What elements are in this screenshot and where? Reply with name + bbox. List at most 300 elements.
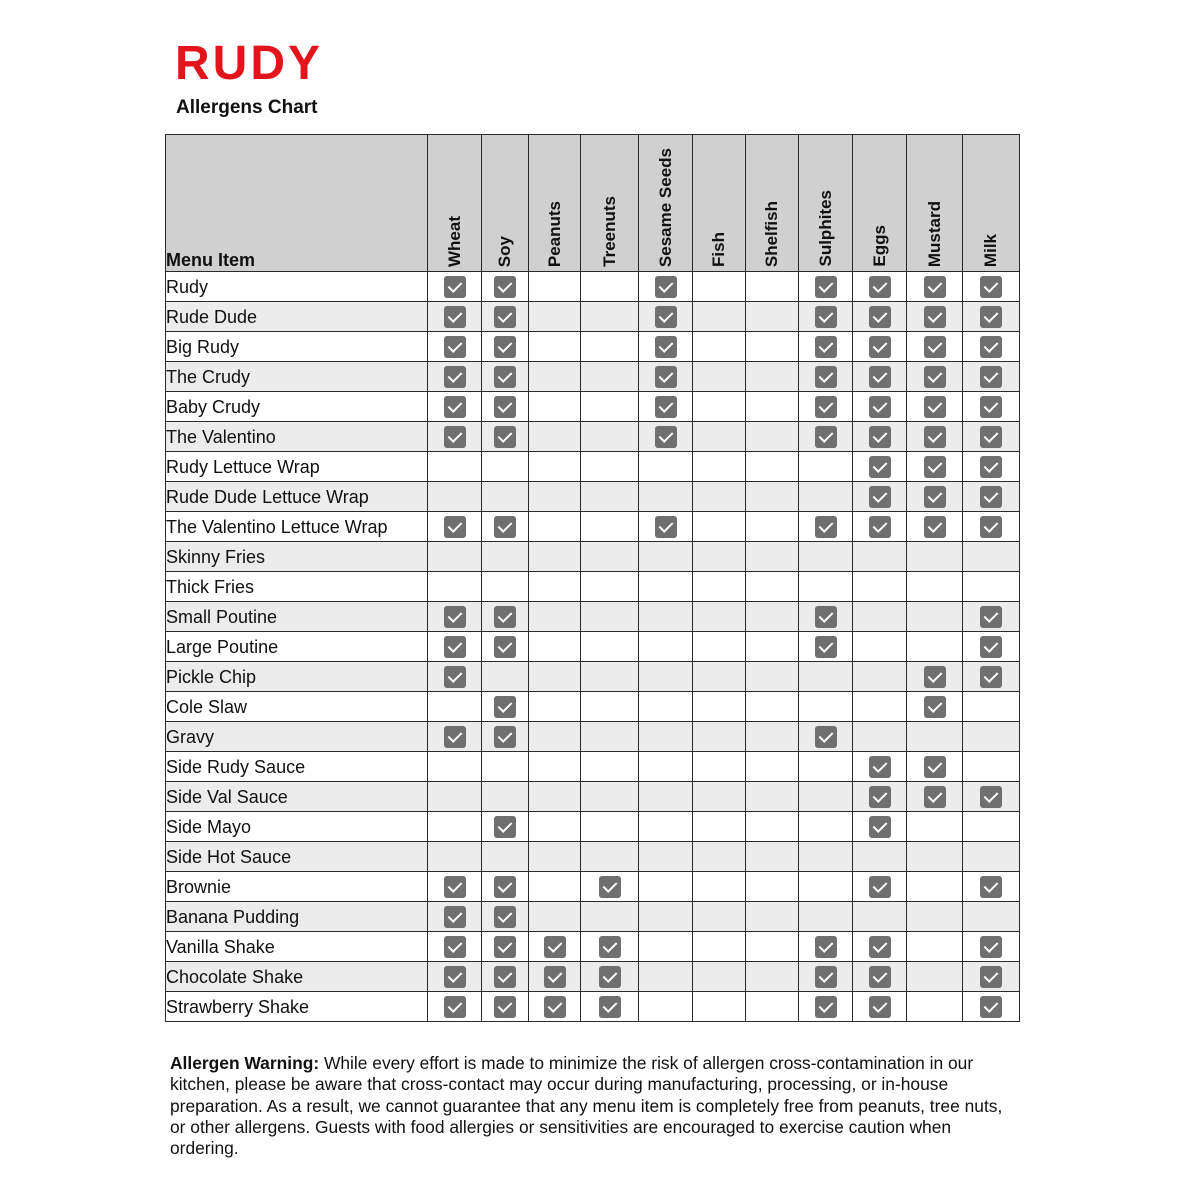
allergen-cell: [853, 812, 907, 842]
allergen-cell: [693, 902, 746, 932]
allergen-cell: [746, 362, 799, 392]
allergen-cell: [482, 752, 529, 782]
allergen-cell: [799, 422, 853, 452]
allergen-cell: [963, 452, 1020, 482]
allergen-cell: [799, 932, 853, 962]
checkbox-checked-icon: [924, 786, 946, 808]
allergen-cell: [693, 692, 746, 722]
checkbox-checked-icon: [924, 756, 946, 778]
allergen-cell: [529, 392, 581, 422]
allergen-cell: [853, 902, 907, 932]
allergen-cell: [963, 302, 1020, 332]
allergen-cell: [853, 962, 907, 992]
allergen-cell: [853, 482, 907, 512]
checkbox-checked-icon: [980, 366, 1002, 388]
allergen-cell: [799, 692, 853, 722]
allergen-cell: [482, 932, 529, 962]
checkbox-checked-icon: [980, 426, 1002, 448]
table-row: [166, 332, 1020, 362]
allergen-cell: [907, 992, 963, 1022]
allergen-cell: [799, 962, 853, 992]
allergen-cell: [693, 332, 746, 362]
allergen-cell: [581, 992, 639, 1022]
table-row: [166, 782, 1020, 812]
allergen-cell: [581, 272, 639, 302]
allergen-cell: [428, 932, 482, 962]
allergen-cell: [428, 842, 482, 872]
allergen-cell: [529, 812, 581, 842]
allergen-cell: [799, 332, 853, 362]
allergen-cell: [428, 722, 482, 752]
allergen-cell: [907, 452, 963, 482]
allergen-cell: [963, 992, 1020, 1022]
allergen-cell: [482, 812, 529, 842]
allergen-cell: [907, 662, 963, 692]
allergen-cell: [853, 842, 907, 872]
checkbox-checked-icon: [494, 366, 516, 388]
allergen-cell: [963, 632, 1020, 662]
allergen-cell: [529, 422, 581, 452]
allergen-cell: [963, 602, 1020, 632]
table-row: [166, 872, 1020, 902]
allergen-cell: [799, 602, 853, 632]
allergen-cell: [799, 512, 853, 542]
allergen-cell: [639, 602, 693, 632]
allergen-label: Sesame Seeds: [655, 147, 675, 267]
allergen-warning-text: While every effort is made to minimize the risk of allergen cross-contamination in our kitchen, please be aware that cross-contact may occur during manufacturing, processing, or in-house preparation. As a result, we cannot guarantee that any menu item is completely free from peanuts, tree nuts, or other allergens. Guests with food allergies or sensitivities are encouraged to exercise caution when ordering.: [170, 1053, 1003, 1159]
table-row: [166, 932, 1020, 962]
menu-item-name: Small Poutine: [166, 602, 428, 632]
checkbox-checked-icon: [494, 426, 516, 448]
menu-item-name: Vanilla Shake: [166, 932, 428, 962]
allergen-cell: [693, 572, 746, 602]
allergen-cell: [529, 302, 581, 332]
allergen-cell: [799, 482, 853, 512]
allergen-cell: [639, 992, 693, 1022]
allergen-cell: [907, 722, 963, 752]
allergen-cell: [746, 482, 799, 512]
allergen-cell: [482, 962, 529, 992]
allergen-cell: [428, 302, 482, 332]
allergen-cell: [529, 752, 581, 782]
checkbox-checked-icon: [655, 276, 677, 298]
allergen-cell: [693, 752, 746, 782]
allergen-cell: [581, 932, 639, 962]
allergen-cell: [693, 512, 746, 542]
allergen-cell: [907, 902, 963, 932]
menu-item-name: Banana Pudding: [166, 902, 428, 932]
table-row: [166, 902, 1020, 932]
allergen-cell: [529, 512, 581, 542]
allergen-cell: [963, 392, 1020, 422]
allergen-cell: [853, 512, 907, 542]
checkbox-checked-icon: [869, 456, 891, 478]
checkbox-checked-icon: [815, 276, 837, 298]
allergen-header-shelfish: [746, 135, 799, 272]
checkbox-checked-icon: [494, 816, 516, 838]
checkbox-checked-icon: [980, 666, 1002, 688]
menu-item-name: The Crudy: [166, 362, 428, 392]
allergen-cell: [853, 752, 907, 782]
allergen-cell: [529, 842, 581, 872]
checkbox-checked-icon: [980, 966, 1002, 988]
allergen-cell: [482, 542, 529, 572]
checkbox-checked-icon: [869, 306, 891, 328]
allergen-cell: [746, 302, 799, 332]
allergen-cell: [482, 302, 529, 332]
allergen-cell: [693, 452, 746, 482]
allergen-cell: [529, 542, 581, 572]
allergen-cell: [482, 692, 529, 722]
menu-item-name: Rudy: [166, 272, 428, 302]
allergen-cell: [746, 692, 799, 722]
allergen-cell: [963, 482, 1020, 512]
checkbox-checked-icon: [494, 726, 516, 748]
checkbox-checked-icon: [494, 336, 516, 358]
menu-item-name: Big Rudy: [166, 332, 428, 362]
menu-item-name: Chocolate Shake: [166, 962, 428, 992]
allergen-cell: [428, 662, 482, 692]
allergen-cell: [853, 872, 907, 902]
allergen-cell: [853, 602, 907, 632]
allergen-cell: [428, 872, 482, 902]
allergen-cell: [639, 542, 693, 572]
allergen-cell: [428, 482, 482, 512]
menu-item-name: Side Mayo: [166, 812, 428, 842]
checkbox-checked-icon: [599, 936, 621, 958]
allergen-cell: [581, 482, 639, 512]
allergen-cell: [639, 572, 693, 602]
allergen-cell: [907, 692, 963, 722]
allergen-cell: [853, 542, 907, 572]
allergen-cell: [693, 422, 746, 452]
allergen-cell: [428, 362, 482, 392]
checkbox-checked-icon: [869, 816, 891, 838]
checkbox-checked-icon: [924, 486, 946, 508]
table-row: [166, 722, 1020, 752]
allergen-cell: [529, 602, 581, 632]
header-row: [166, 135, 1020, 272]
table-row: [166, 272, 1020, 302]
menu-item-name: The Valentino: [166, 422, 428, 452]
allergens-table: [165, 134, 1020, 1022]
brand-logo: RUDY: [175, 37, 324, 90]
allergen-cell: [581, 452, 639, 482]
allergen-cell: [907, 782, 963, 812]
checkbox-checked-icon: [444, 936, 466, 958]
allergen-cell: [799, 752, 853, 782]
allergen-cell: [529, 692, 581, 722]
menu-item-name: Side Hot Sauce: [166, 842, 428, 872]
allergen-cell: [963, 692, 1020, 722]
checkbox-checked-icon: [924, 516, 946, 538]
allergen-cell: [482, 992, 529, 1022]
allergen-cell: [639, 632, 693, 662]
table-row: [166, 992, 1020, 1022]
checkbox-checked-icon: [494, 696, 516, 718]
allergen-cell: [693, 962, 746, 992]
allergen-cell: [639, 902, 693, 932]
checkbox-checked-icon: [924, 276, 946, 298]
allergen-cell: [581, 602, 639, 632]
allergen-cell: [746, 992, 799, 1022]
checkbox-checked-icon: [444, 726, 466, 748]
allergen-cell: [963, 542, 1020, 572]
allergen-warning: [170, 1053, 1020, 1159]
allergen-cell: [853, 932, 907, 962]
checkbox-checked-icon: [444, 426, 466, 448]
allergen-cell: [746, 572, 799, 602]
allergen-cell: [963, 932, 1020, 962]
allergen-cell: [907, 422, 963, 452]
allergen-cell: [746, 332, 799, 362]
allergen-label: Peanuts: [544, 200, 564, 267]
checkbox-checked-icon: [924, 426, 946, 448]
allergen-cell: [907, 752, 963, 782]
allergen-cell: [799, 662, 853, 692]
allergen-cell: [482, 872, 529, 902]
allergen-header-mustard: [907, 135, 963, 272]
allergen-cell: [799, 302, 853, 332]
allergen-cell: [746, 902, 799, 932]
allergen-cell: [639, 302, 693, 332]
checkbox-checked-icon: [815, 366, 837, 388]
checkbox-checked-icon: [815, 606, 837, 628]
allergen-cell: [693, 812, 746, 842]
allergen-cell: [853, 452, 907, 482]
allergen-cell: [693, 302, 746, 332]
allergen-cell: [428, 572, 482, 602]
table-row: [166, 692, 1020, 722]
allergen-cell: [853, 272, 907, 302]
checkbox-checked-icon: [494, 636, 516, 658]
allergen-cell: [428, 752, 482, 782]
checkbox-checked-icon: [494, 516, 516, 538]
allergen-cell: [746, 782, 799, 812]
allergen-cell: [428, 452, 482, 482]
allergen-label: Eggs: [869, 225, 889, 267]
allergen-cell: [746, 602, 799, 632]
allergen-cell: [799, 992, 853, 1022]
allergen-label: Fish: [709, 232, 728, 267]
allergen-cell: [853, 332, 907, 362]
checkbox-checked-icon: [815, 426, 837, 448]
allergen-cell: [639, 692, 693, 722]
allergen-cell: [529, 482, 581, 512]
allergen-cell: [799, 542, 853, 572]
allergen-cell: [529, 272, 581, 302]
checkbox-checked-icon: [444, 306, 466, 328]
allergen-cell: [963, 782, 1020, 812]
allergen-cell: [746, 842, 799, 872]
allergen-cell: [428, 272, 482, 302]
allergen-header-milk: [963, 135, 1020, 272]
allergen-cell: [482, 602, 529, 632]
checkbox-checked-icon: [980, 336, 1002, 358]
allergen-cell: [581, 422, 639, 452]
allergen-cell: [907, 362, 963, 392]
allergen-cell: [639, 392, 693, 422]
checkbox-checked-icon: [924, 696, 946, 718]
allergen-cell: [639, 752, 693, 782]
allergen-cell: [799, 632, 853, 662]
allergen-cell: [428, 542, 482, 572]
allergen-cell: [581, 872, 639, 902]
allergen-cell: [639, 962, 693, 992]
allergen-cell: [907, 512, 963, 542]
allergen-cell: [639, 422, 693, 452]
menu-item-name: Rude Dude: [166, 302, 428, 332]
checkbox-checked-icon: [444, 636, 466, 658]
allergen-cell: [693, 392, 746, 422]
allergen-cell: [529, 962, 581, 992]
allergen-warning-label: Allergen Warning:: [170, 1053, 320, 1073]
allergen-cell: [529, 332, 581, 362]
allergen-cell: [529, 452, 581, 482]
checkbox-checked-icon: [924, 456, 946, 478]
allergen-cell: [639, 872, 693, 902]
menu-item-name: Rude Dude Lettuce Wrap: [166, 482, 428, 512]
checkbox-checked-icon: [444, 366, 466, 388]
allergen-cell: [799, 272, 853, 302]
allergen-cell: [853, 302, 907, 332]
allergen-label: Sulphites: [815, 190, 835, 267]
checkbox-checked-icon: [815, 516, 837, 538]
allergen-cell: [963, 752, 1020, 782]
allergen-cell: [907, 962, 963, 992]
allergen-cell: [693, 362, 746, 392]
checkbox-checked-icon: [980, 786, 1002, 808]
checkbox-checked-icon: [494, 306, 516, 328]
checkbox-checked-icon: [924, 666, 946, 688]
allergen-cell: [482, 722, 529, 752]
allergen-cell: [799, 572, 853, 602]
allergen-cell: [529, 362, 581, 392]
allergen-cell: [799, 782, 853, 812]
allergen-cell: [581, 782, 639, 812]
checkbox-checked-icon: [444, 516, 466, 538]
allergen-cell: [428, 992, 482, 1022]
checkbox-checked-icon: [815, 336, 837, 358]
checkbox-checked-icon: [815, 396, 837, 418]
allergen-cell: [799, 902, 853, 932]
allergen-cell: [746, 872, 799, 902]
allergen-cell: [428, 632, 482, 662]
checkbox-checked-icon: [869, 486, 891, 508]
checkbox-checked-icon: [815, 996, 837, 1018]
allergen-cell: [746, 542, 799, 572]
allergen-cell: [482, 782, 529, 812]
allergen-cell: [639, 932, 693, 962]
checkbox-checked-icon: [869, 756, 891, 778]
checkbox-checked-icon: [980, 396, 1002, 418]
menu-item-name: Large Poutine: [166, 632, 428, 662]
allergen-cell: [746, 812, 799, 842]
allergen-cell: [799, 842, 853, 872]
allergen-cell: [428, 692, 482, 722]
allergen-cell: [746, 662, 799, 692]
allergen-cell: [529, 932, 581, 962]
allergen-cell: [963, 332, 1020, 362]
menu-item-name: Brownie: [166, 872, 428, 902]
table-row: [166, 392, 1020, 422]
checkbox-checked-icon: [494, 396, 516, 418]
allergen-cell: [482, 482, 529, 512]
table-row: [166, 542, 1020, 572]
allergen-cell: [639, 722, 693, 752]
checkbox-checked-icon: [869, 336, 891, 358]
allergen-cell: [639, 332, 693, 362]
allergen-cell: [963, 812, 1020, 842]
checkbox-checked-icon: [980, 516, 1002, 538]
allergen-cell: [693, 482, 746, 512]
allergen-cell: [853, 662, 907, 692]
checkbox-checked-icon: [980, 486, 1002, 508]
menu-item-name: Skinny Fries: [166, 542, 428, 572]
checkbox-checked-icon: [815, 726, 837, 748]
checkbox-checked-icon: [444, 336, 466, 358]
checkbox-checked-icon: [494, 906, 516, 928]
allergen-cell: [639, 362, 693, 392]
allergen-header-wheat: [428, 135, 482, 272]
allergen-cell: [581, 842, 639, 872]
allergen-cell: [907, 272, 963, 302]
allergen-cell: [482, 632, 529, 662]
allergen-cell: [907, 482, 963, 512]
allergen-cell: [639, 842, 693, 872]
checkbox-checked-icon: [494, 996, 516, 1018]
checkbox-checked-icon: [869, 936, 891, 958]
allergen-cell: [529, 632, 581, 662]
allergen-cell: [853, 632, 907, 662]
checkbox-checked-icon: [815, 936, 837, 958]
page-title: Allergens Chart: [176, 97, 318, 118]
allergen-cell: [746, 512, 799, 542]
allergen-cell: [693, 782, 746, 812]
allergen-label: Treenuts: [599, 196, 619, 267]
allergen-cell: [581, 692, 639, 722]
checkbox-checked-icon: [655, 366, 677, 388]
allergen-cell: [963, 722, 1020, 752]
table-row: [166, 572, 1020, 602]
checkbox-checked-icon: [444, 966, 466, 988]
table-row: [166, 482, 1020, 512]
menu-item-header: Menu Item: [166, 135, 428, 272]
allergen-label: Mustard: [924, 200, 944, 267]
checkbox-checked-icon: [815, 306, 837, 328]
checkbox-checked-icon: [924, 306, 946, 328]
allergen-cell: [963, 842, 1020, 872]
table-row: [166, 632, 1020, 662]
allergen-cell: [799, 392, 853, 422]
menu-item-name: Cole Slaw: [166, 692, 428, 722]
allergen-cell: [853, 392, 907, 422]
allergen-cell: [853, 782, 907, 812]
checkbox-checked-icon: [980, 876, 1002, 898]
checkbox-checked-icon: [869, 876, 891, 898]
allergen-cell: [693, 722, 746, 752]
allergen-cell: [428, 392, 482, 422]
allergen-cell: [639, 812, 693, 842]
allergen-header-sulphites: [799, 135, 853, 272]
checkbox-checked-icon: [815, 636, 837, 658]
allergen-cell: [907, 392, 963, 422]
allergen-label: Wheat: [444, 216, 464, 267]
allergen-label: Milk: [981, 233, 1000, 267]
table-row: [166, 752, 1020, 782]
allergen-cell: [482, 842, 529, 872]
allergen-cell: [693, 632, 746, 662]
